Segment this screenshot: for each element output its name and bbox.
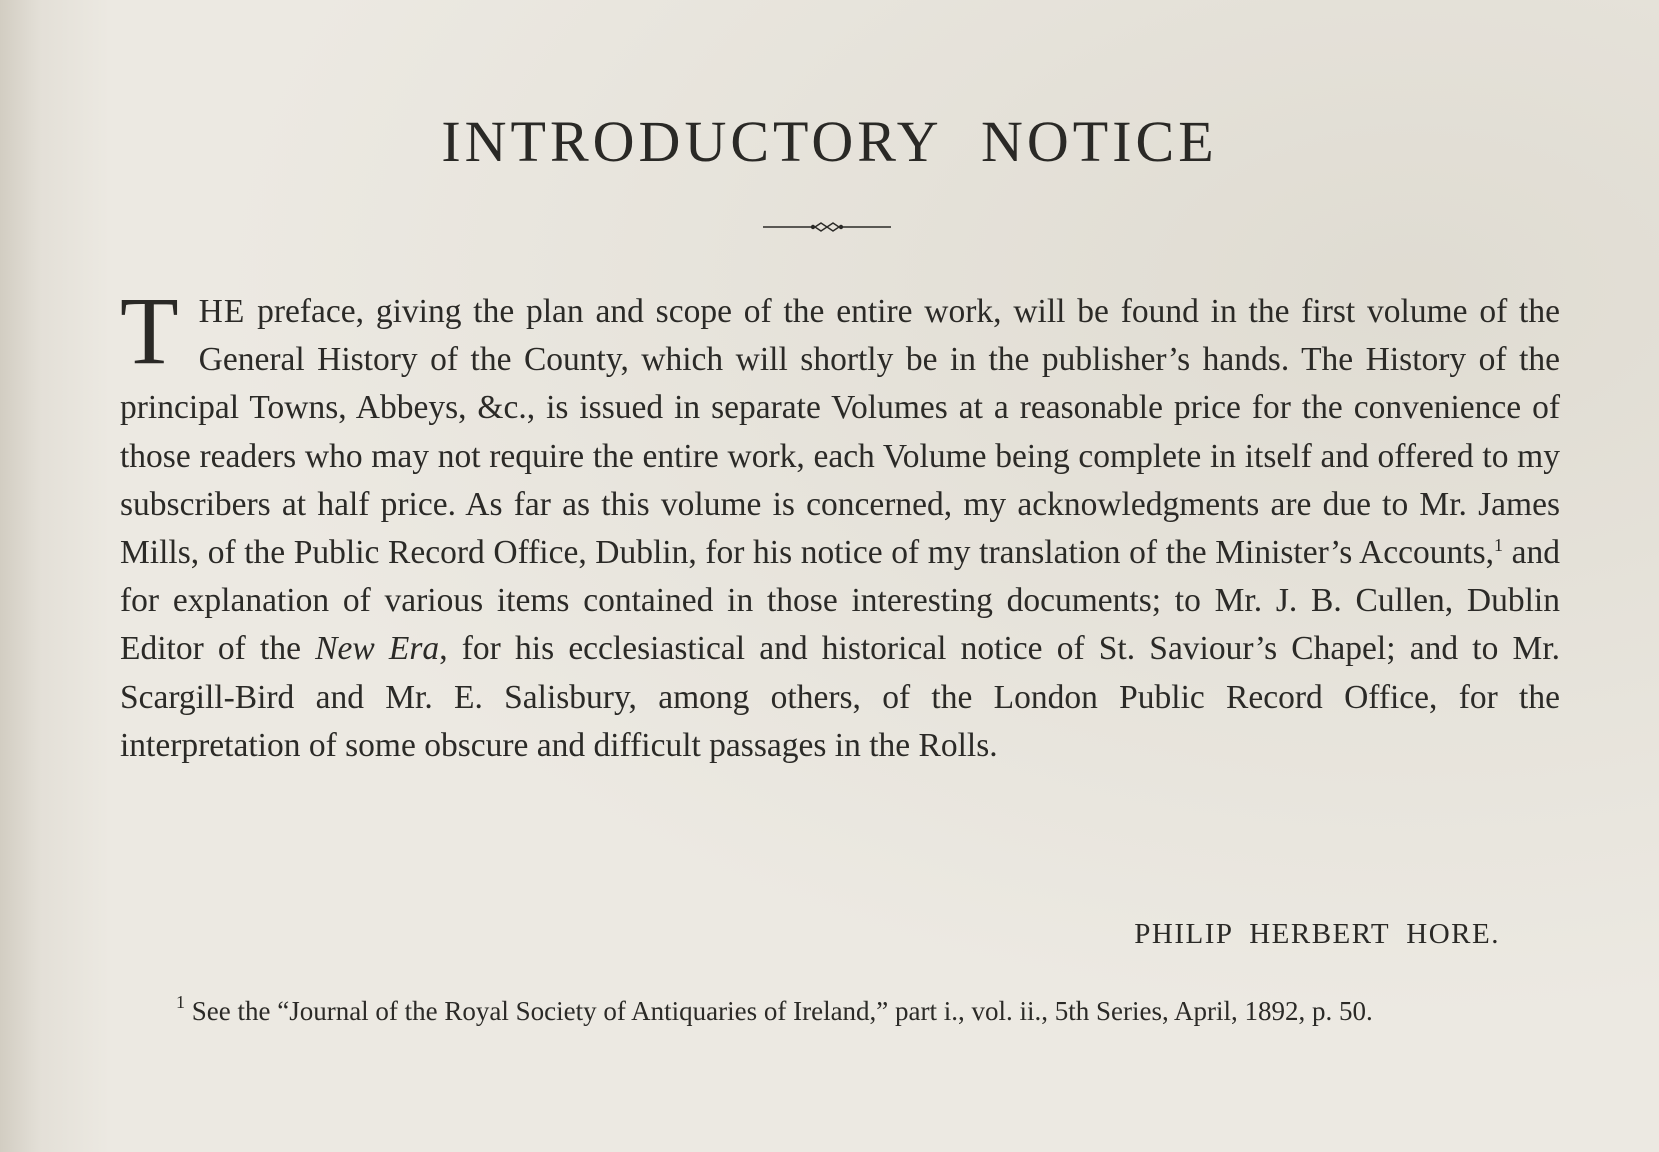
italic-title-new-era: New Era: [315, 630, 440, 668]
drop-cap: T: [120, 277, 179, 384]
footnote-marker: 1: [176, 992, 185, 1012]
fleuron-rule-ornament-icon: [763, 220, 891, 234]
small-caps-opening: HE: [198, 293, 246, 330]
page-title: INTRODUCTORY NOTICE: [441, 109, 1218, 174]
author-signature: PHILIP HERBERT HORE.: [1134, 918, 1500, 950]
preface-paragraph: [120, 277, 1560, 770]
footnote-text: See the “Journal of the Royal Society of Antiquaries of Ireland,” part i., vol. ii., 5th Series, April, 1892, p. 50.: [185, 996, 1373, 1026]
paragraph-text-1: preface, giving the plan and scope of the entire work, will be found in the first volume of the General History of the County, which will shortly be in the publisher’s hands. The History of the principal Towns, Abbeys, &c., is issued in separate Volumes at a reasonable price for the convenience of those readers who may not require the entire work, each Volume being complete in itself and offered to my subscribers at half price. As far as this volume is concerned, my acknowledgments are due to Mr. James Mills, of the Public Record Office, Dublin, for his notice of my translation of the Minister’s Accounts,: [120, 293, 1560, 572]
paragraph-text-3: , for his ecclesiastical and historical notice of St. Saviour’s Chapel; and to Mr. Scargill-Bird and Mr. E. Salisbury, among others, of the London Public Record Office, for the interpretation of some obscure and difficult passages in the Rolls.: [120, 630, 1560, 764]
paragraph-text-2: and for explanation of various items contained in those interesting documents; to Mr. J. B. Cullen, Dublin Editor of the: [120, 534, 1560, 668]
footnote: [120, 993, 1560, 1030]
footnote-reference: 1: [1494, 535, 1504, 556]
